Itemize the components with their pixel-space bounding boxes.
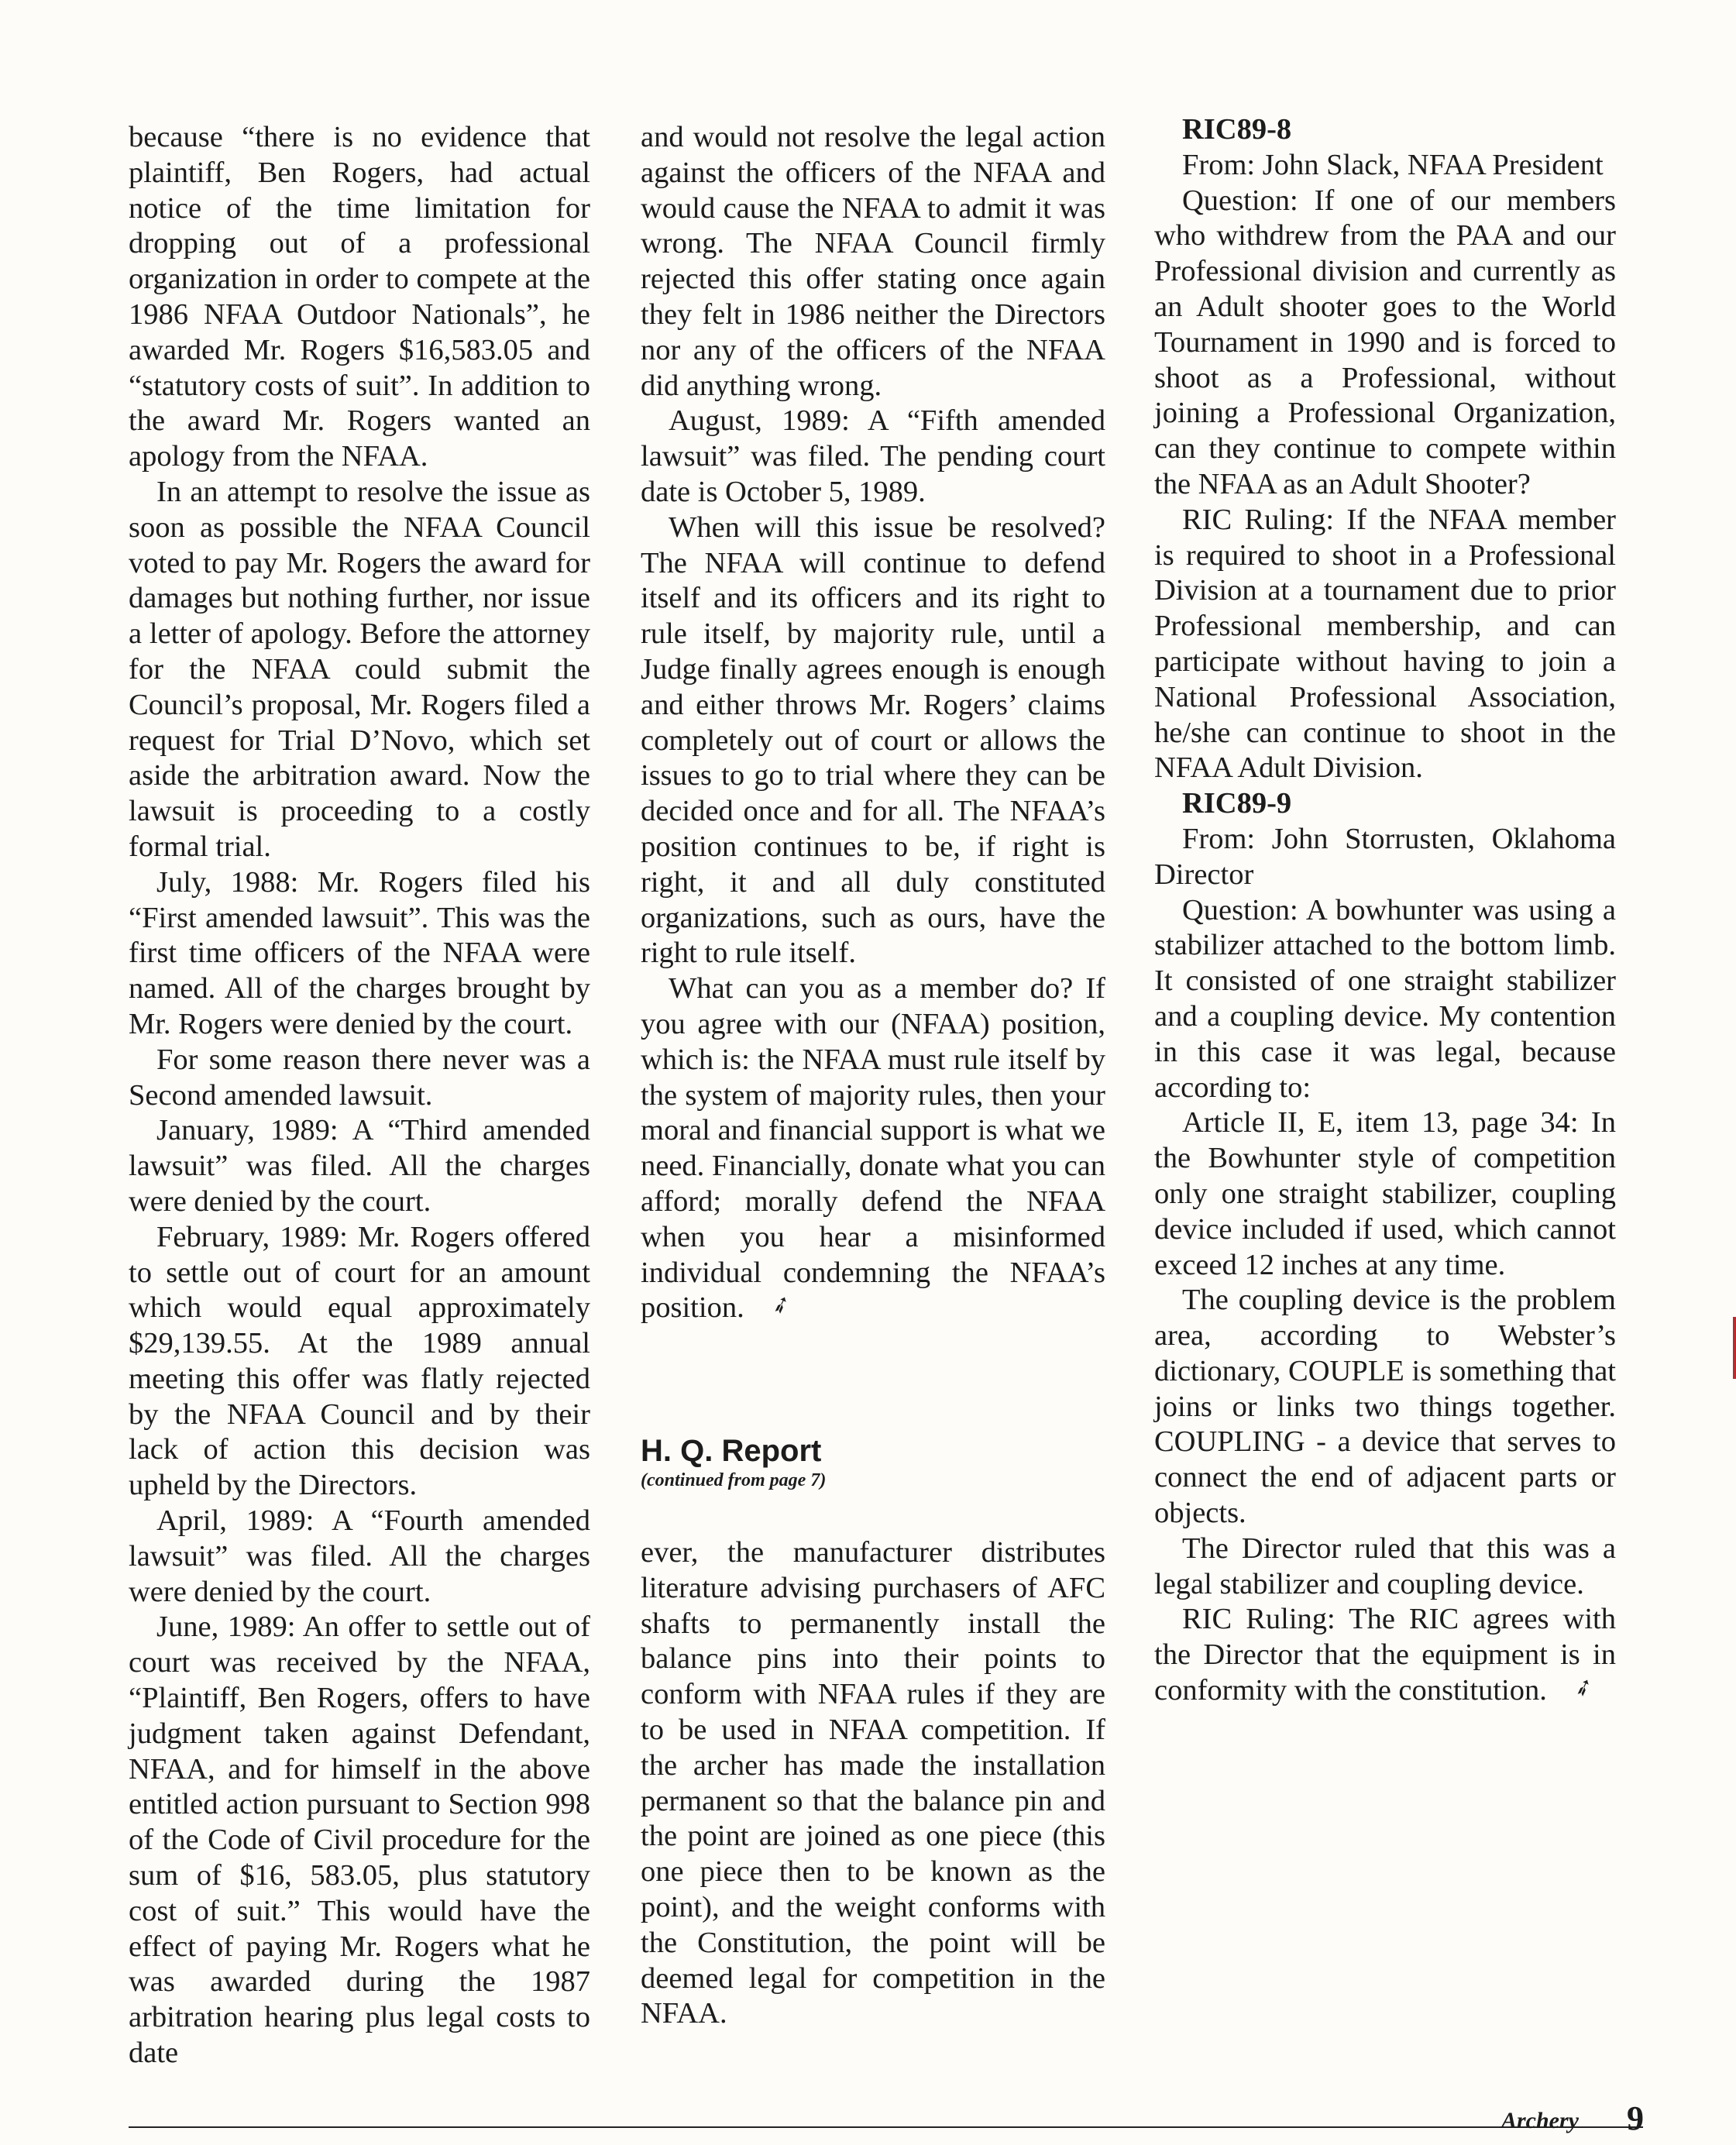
edge-mark — [1733, 1317, 1736, 1379]
paragraph: Question: If one of our members who withdrew from the PAA and our Professional division and currently as an Adult shooter goes to the World Tournament in 1990 and is forced to shoot as a Professional, without joining a Professional Organization, can they continue to compete within the NFAA as an Adult Shooter? — [1154, 184, 1616, 500]
article-column-1 — [129, 120, 590, 2071]
article-column-3 — [1154, 113, 1616, 1710]
paragraph: From: John Slack, NFAA President — [1182, 148, 1604, 181]
page-number: 9 — [1627, 2099, 1644, 2137]
paragraph: because “there is no evidence that plaintiff, Ben Rogers, had actual notice of the time limitation for dropping out of a professional organization in order to compete at the 1986 NFAA Outdoor Nationals”, he awarded Mr. Rogers $16,583.05 and “statutory costs of suit”. In addition to the award Mr. Rogers wanted an apology from the NFAA. — [129, 121, 590, 473]
paragraph: June, 1989: An offer to settle out of court was received by the NFAA, “Plaintiff, Ben Rogers, offers to have judgment taken against Defendant, NFAA, and for himself in the above entitled action pursuant to Section 998 of the Code of Civil procedure for the sum of $16, 583.05, plus statutory cost of suit.” This would have the effect of paying Mr. Rogers what he was awarded during the 1987 arbitration hearing plus legal costs to date — [129, 1610, 590, 2070]
ric-heading: RIC89-8 — [1182, 113, 1292, 146]
paragraph: April, 1989: A “Fourth amended lawsuit” was filed. All the charges were denied by the court. — [129, 1504, 590, 1608]
paragraph-text: RIC Ruling: The RIC agrees with the Director that the equipment is in conformity with the constitution. — [1154, 1603, 1616, 1707]
magazine-title: Archery — [1501, 2108, 1579, 2133]
paragraph: When will this issue be resolved? The NFAA will continue to defend itself and its officers and its right to rule itself, by majority rule, until a Judge finally agrees enough is enough and either throws Mr. Rogers’ claims completely out of court or allows the issues to go to trial where they can be decided once and for all. The NFAA’s position continues to be, if right is right, it and all duly constituted organizations, such as ours, have the right to rule itself. — [641, 510, 1105, 970]
ric-heading: RIC89-9 — [1182, 787, 1292, 820]
paragraph: ever, the manufacturer distributes literature advising purchasers of AFC shafts to permanently install the balance pins into their points to conform with NFAA rules if they are to be used in NFAA competition. If the archer has made the installation permanent so that the balance pin and the point are joined as one piece (this one piece then to be known as the point), and the weight conforms with the Constitution, the point will be deemed legal for competition in the NFAA. — [641, 1536, 1105, 2030]
paragraph: and would not resolve the legal action against the officers of the NFAA and would cause the NFAA to admit it was wrong. The NFAA Council firmly rejected this offer stating once again they felt in 1986 neither the Directors nor any of the officers of the NFAA did anything wrong. — [641, 121, 1105, 402]
paragraph: For some reason there never was a Second amended lawsuit. — [129, 1043, 590, 1112]
paragraph: February, 1989: Mr. Rogers offered to settle out of court for an amount which would equal approximately $29,139.55. At the 1989 annual meeting this offer was flatly rejected by the NFAA Council and by their lack of action this decision was upheld by the Directors. — [129, 1220, 590, 1502]
footer-rule — [129, 2126, 1643, 2128]
article-column-2 — [641, 120, 1105, 2032]
paragraph: From: John Storrusten, Oklahoma Director — [1154, 822, 1616, 891]
arrow-end-mark-icon: ➶ — [767, 1289, 795, 1321]
paragraph: July, 1988: Mr. Rogers filed his “First amended lawsuit”. This was the first time officers of the NFAA were named. All of the charges brought by Mr. Rogers were denied by the court. — [129, 865, 590, 1040]
paragraph: Article II, E, item 13, page 34: In the Bowhunter style of competition only one straight stabilizer, coupling device included if used, which cannot exceed 12 inches at any time. — [1154, 1106, 1616, 1281]
paragraph — [641, 971, 1105, 1328]
paragraph: The coupling device is the problem area, according to Webster’s dictionary, COUPLE is something that joins or links two things together. COUPLING - a device that serves to connect the end of adjacent parts or objects. — [1154, 1284, 1616, 1530]
paragraph-text: What can you as a member do? If you agree with our (NFAA) position, which is: the NFAA must rule itself by the system of majority rules, then your moral and financial support is what we need. Financially, donate what you can afford; morally defend the NFAA when you hear a misinformed individual condemning the NFAA’s position. — [641, 972, 1105, 1325]
paragraph: The Director ruled that this was a legal stabilizer and coupling device. — [1154, 1531, 1616, 1600]
paragraph: January, 1989: A “Third amended lawsuit” was filed. All the charges were denied by the court. — [129, 1114, 590, 1218]
continued-note: (continued from page 7) — [641, 1470, 827, 1491]
section-title: H. Q. Report — [641, 1434, 822, 1469]
paragraph: August, 1989: A “Fifth amended lawsuit” was filed. The pending court date is October 5, 1989. — [641, 404, 1105, 508]
paragraph: Question: A bowhunter was using a stabilizer attached to the bottom limb. It consisted of one straight stabilizer and a coupling device. My contention in this case it was legal, because according to: — [1154, 893, 1616, 1104]
paragraph — [1154, 1602, 1616, 1710]
paragraph: In an attempt to resolve the issue as soon as possible the NFAA Council voted to pay Mr. Rogers the award for damages but nothing further, nor issue a letter of apology. Before the attorney for the NFAA could submit the Council’s proposal, Mr. Rogers filed a request for Trial D’Novo, which set aside the arbitration award. Now the lawsuit is proceeding to a costly formal trial. — [129, 475, 590, 863]
spacer — [641, 1328, 1105, 1433]
paragraph: RIC Ruling: If the NFAA member is required to shoot in a Professional Division at a tournament due to prior Professional membership, and can participate without having to join a National Professional Association, he/she can continue to shoot in the NFAA Adult Division. — [1154, 503, 1616, 785]
arrow-end-mark-icon: ➶ — [1569, 1672, 1597, 1703]
